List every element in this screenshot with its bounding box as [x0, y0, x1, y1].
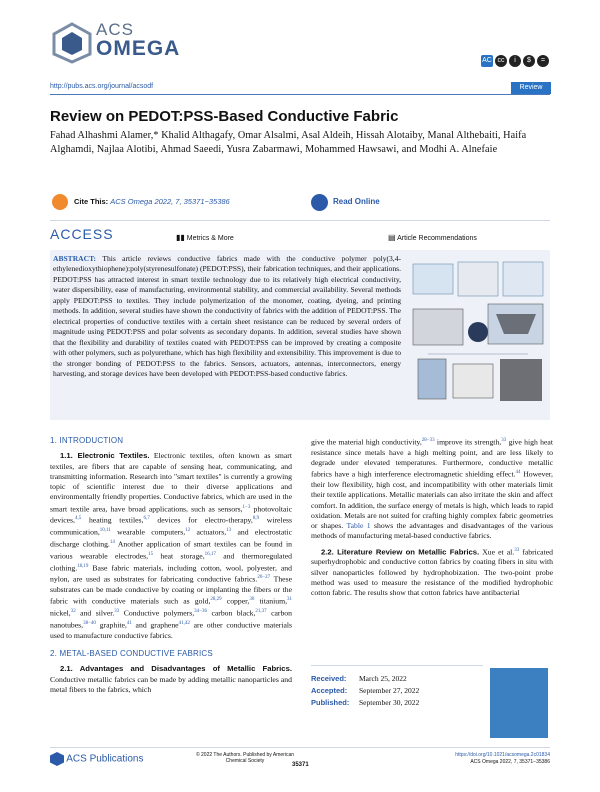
text: give the material high conductivity,	[311, 437, 422, 447]
text: graphite,	[95, 620, 127, 630]
section-heading-introduction: 1. INTRODUCTION	[50, 436, 124, 445]
subsection-heading: 1.1. Electronic Textiles.	[60, 451, 150, 461]
acs-publications-logo	[50, 752, 144, 766]
abstract-text: This article reviews conductive fabrics made with the conductive polymer poly(3,4-ethylenedioxythiophene):poly(styrenesulfonate) (PEDOT:PSS), their fabrication techniques, and their applications. PEDOT:PSS has attracted interest in smart textile technology due to its relatively high electrical conductivity, water dispersibility, ease of manufacturing, environmental stability, and commercial availability. Several methods apply PEDOT:PSS to textiles. They include polymerization of the monomer, coating, dyeing, and printing methods. In addition, several studies have shown the conductivity of fabrics with the addition of PEDOT:PSS. The electrical properties of conductive textiles with a certain sheet resistance can be reduced by several orders of magnitude using PEDOT:PSS and polar solvents as secondary dopants. In addition, several studies have shown that the flexibility and durability of textiles coated with PEDOT:PSS can be improved by creating a composite with other polymers, such as polyurethane, which has high flexibility and extensibility. This improvement is due to the stronger bonding of PEDOT:PSS to the fabrics. Sensors, actuators, antennas, interconnectors, energy harvesting, and storage devices have been developed with PEDOT:PSS-based conductive fabrics.	[53, 254, 401, 378]
text: Conductive polymers,	[119, 608, 195, 618]
text: heat storage,	[153, 551, 205, 561]
right-column	[311, 436, 553, 598]
date-accepted	[311, 685, 419, 697]
bar-chart-icon: ▮▮	[176, 233, 185, 242]
text: nickel,	[50, 608, 71, 618]
ref[interactable]: 12	[185, 528, 191, 534]
doi-link[interactable]: https://doi.org/10.1021/acsomega.2c01834	[455, 752, 550, 758]
text: wearable computers,	[110, 527, 186, 537]
journal-url[interactable]: http://pubs.acs.org/journal/acsodf	[50, 83, 154, 90]
acs-pubs-icon	[50, 752, 64, 766]
paragraph-metal	[50, 664, 292, 695]
page-number: 35371	[292, 762, 309, 768]
ref[interactable]: 14	[109, 539, 115, 545]
cc-icon[interactable]: cc	[495, 55, 507, 67]
date-label: Published:	[311, 698, 350, 707]
by-icon[interactable]: i	[509, 55, 521, 67]
ref[interactable]: 15	[148, 551, 154, 557]
text: carbon nanotubes,	[50, 608, 292, 630]
text: and graphene	[131, 620, 179, 630]
abstract	[53, 254, 401, 379]
cite-citation[interactable]: ACS Omega 2022, 7, 35371−35386	[110, 197, 230, 206]
text: carbon black,	[207, 608, 256, 618]
ref[interactable]: 31	[287, 597, 293, 603]
ref[interactable]: 41	[126, 621, 132, 627]
author-list: Fahad Alhashmi Alamer,* Khalid Althagafy, Omar Alsalmi, Asal Aldeih, Hissah Alotaiby, Manal Althebaiti, Haifa Alghamdi, Najlaa Alotibi, Ahmad Saeedi, Yusra Zabarmawi, Mohammed Hawsawi, and Modhi A. Alnefaie	[50, 130, 527, 155]
ref[interactable]: 6,7	[143, 516, 150, 522]
subsection-heading: 2.1. Advantages and Disadvantages of Metallic Fabrics.	[60, 664, 292, 674]
subsection-heading: 2.2. Literature Review on Metallic Fabrics.	[321, 547, 480, 557]
acs-ac-icon[interactable]: AC	[481, 55, 493, 67]
ref[interactable]: 33	[514, 547, 520, 553]
ref[interactable]: 41,42	[178, 621, 190, 627]
section-heading-metal: 2. METAL-BASED CONDUCTIVE FABRICS	[50, 649, 213, 659]
journal-name-line1: ACS	[96, 20, 134, 39]
ref[interactable]: 28−33	[421, 438, 435, 443]
nd-icon[interactable]: =	[537, 55, 549, 67]
toc-graphic	[408, 254, 548, 414]
text: photovoltaic devices,	[50, 504, 292, 525]
date-value: September 27, 2022	[359, 686, 420, 695]
ref[interactable]: 28,29	[210, 597, 222, 603]
access-label: ACCESS	[50, 226, 114, 242]
text: give high heat resistance since metals have a high melting point, and are less likely to degrade under elevated temperatures. Furthermore, conductive metallic fabrics have a high interference electromagnetic shielding effect.	[311, 437, 553, 479]
text: copper,	[221, 597, 250, 606]
text: and thermoregulated clothing.	[50, 551, 292, 573]
text: and electrostatic discharge clothing.	[50, 527, 292, 549]
acs-logo	[52, 22, 92, 64]
read-online-link[interactable]: Read Online	[333, 197, 380, 206]
abstract-label: ABSTRACT:	[53, 254, 97, 263]
text: heating textiles,	[81, 515, 144, 525]
footer-divider	[50, 747, 550, 748]
ref[interactable]: 32	[70, 609, 76, 615]
nc-icon[interactable]: $	[523, 55, 535, 67]
date-label: Received:	[311, 674, 347, 683]
text: Another application of smart textiles can be found in various wearable electrodes,	[50, 539, 292, 561]
ref[interactable]: 13	[226, 528, 232, 534]
metrics-label: Metrics & More	[186, 235, 234, 242]
ref[interactable]: 8,9	[252, 516, 260, 522]
article-type-badge: Review	[511, 82, 551, 94]
date-received	[311, 673, 419, 685]
text: titanium,	[254, 597, 288, 606]
header-divider	[50, 94, 550, 95]
ref[interactable]: 16,17	[204, 551, 216, 557]
recommendations-link[interactable]	[388, 233, 477, 242]
text: improve its strength,	[434, 437, 502, 447]
left-column	[50, 436, 292, 695]
ref[interactable]: 33	[114, 609, 120, 615]
text: are other conductive materials used to manufacture conductive fabrics.	[50, 620, 292, 640]
ref[interactable]: 33	[501, 438, 507, 443]
cite-label: Cite This:	[74, 197, 109, 206]
text: However, their low flexibility, high cost, and incompatibility with other materials limit their textile applications. Metallic materials can also irritate the skin and affect comfort. In addition, the surface energy of metals is high, which leads to rapid oxidation. Metals are not suited for crafting highly complex fabric geometries or shapes.	[311, 469, 553, 531]
text: Xue et al.	[479, 547, 515, 557]
ref[interactable]: 38−40	[83, 621, 96, 627]
text: devices for electro-therapy,	[149, 515, 253, 525]
journal-cover-thumbnail[interactable]	[490, 668, 548, 738]
access-divider-top	[50, 220, 550, 221]
date-label: Accepted:	[311, 686, 348, 695]
date-value: September 30, 2022	[359, 698, 420, 707]
text: fabricated superhydrophobic and conductive cotton fabrics by coating fibers in situ with silver nanoparticles followed by hydrophobization. The two-point probe method was used to measure the resistance of the modified hydrophobic cotton fabric. The results show that cotton fabrics have antibacterial	[311, 547, 553, 598]
ref[interactable]: 21,37	[255, 609, 267, 615]
text: wireless communication,	[50, 515, 292, 537]
footer-citation: ACS Omega 2022, 7, 35371−35386	[470, 759, 550, 765]
ref[interactable]: 30	[249, 597, 255, 603]
ref[interactable]: 44	[515, 470, 521, 476]
ref[interactable]: 1−3	[242, 504, 251, 510]
cite-line	[74, 197, 230, 206]
text: Conductive metallic fabrics can be made by adding metallic nanoparticles and metal fibers to the fabrics, which	[50, 674, 292, 694]
table-link[interactable]: Table 1	[346, 521, 371, 531]
article-title: Review on PEDOT:PSS-Based Conductive Fabric	[50, 108, 399, 125]
paragraph-intro	[50, 451, 292, 641]
text: and silver.	[75, 608, 115, 618]
recommendations-label: Article Recommendations	[397, 235, 477, 242]
text: These substrates can be made conductive by coating or implanting the fibers or the fabric with conductive materials such as gold,	[50, 574, 292, 606]
quote-icon	[52, 194, 68, 210]
ref[interactable]: 34−36	[194, 609, 207, 615]
ref[interactable]: 10,11	[99, 528, 111, 534]
read-online-icon[interactable]	[311, 194, 328, 211]
journal-name-line2: OMEGA	[96, 37, 181, 60]
text: shows the advantages and disadvantages of the various methods of manufacturing metal-based conductive fabrics.	[311, 521, 554, 541]
text: Base fabric materials, including cotton, wool, polyester, and nylon, are used as substrates for fabricating conductive fabrics.	[50, 563, 292, 584]
publisher-name: ACS Publications	[66, 753, 144, 765]
date-value: March 25, 2022	[359, 674, 407, 683]
metrics-link[interactable]	[176, 233, 234, 242]
text: actuators,	[190, 527, 227, 537]
paragraph-metal-cont	[311, 436, 553, 542]
copyright: © 2022 The Authors. Published by American Chemical Society	[195, 752, 295, 764]
date-published	[311, 697, 419, 709]
text: Electronic textiles, often known as smart textiles, are fibers that are capable of sensing heat, communicating, and transmitting information. Research into "smart textiles" is currently a growing topic of scientific interest due to their diverse applications and environmentally friendly properties. Conductive fabrics, which are used in the smart textile area, have broad applications, such as sensors,	[50, 451, 292, 514]
ref[interactable]: 4,5	[74, 516, 82, 522]
dates-block	[311, 673, 419, 709]
document-icon: ▤	[388, 233, 396, 242]
ref[interactable]: 20−27	[257, 575, 271, 581]
paragraph-literature	[311, 546, 553, 599]
ref[interactable]: 18,19	[77, 563, 89, 569]
dates-divider	[311, 665, 483, 666]
